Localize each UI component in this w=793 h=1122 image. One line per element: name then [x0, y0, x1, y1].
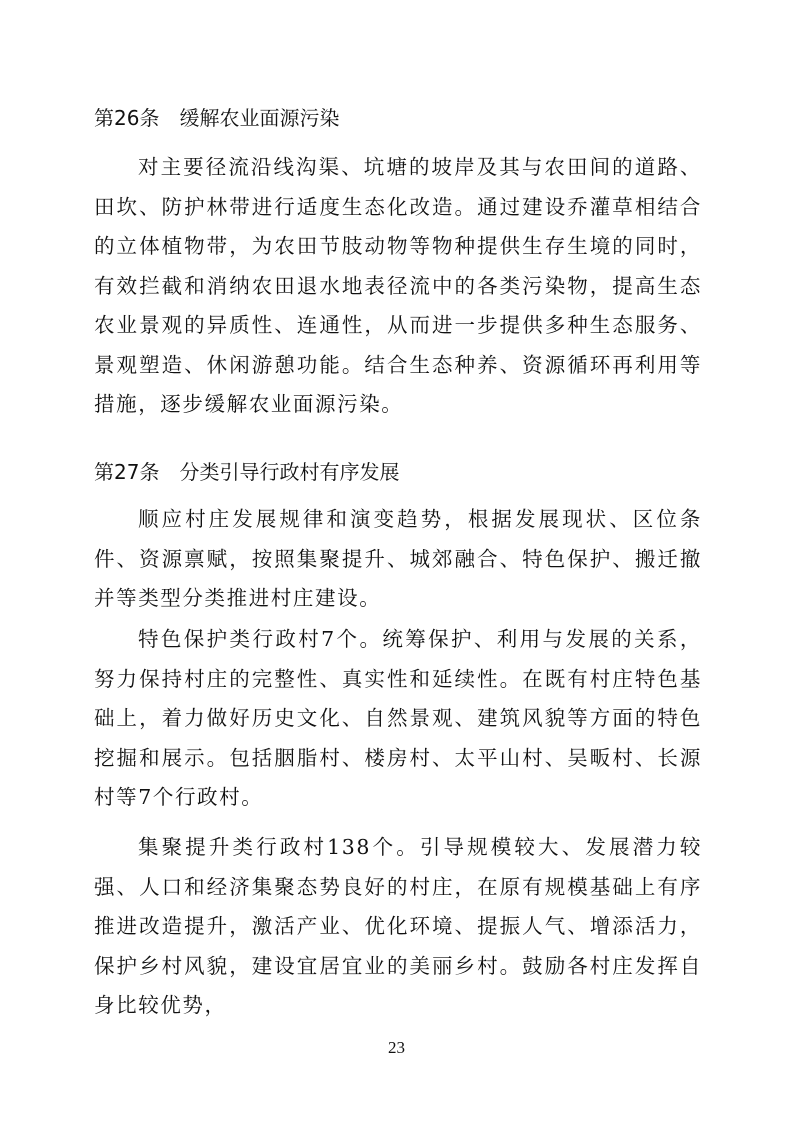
article-27-title: 分类引导行政村有序发展 [179, 460, 400, 484]
article-27-paragraph-cluster-upgrade: 集聚提升类行政村138个。引导规模较大、发展潜力较强、人口和经济集聚态势良好的村庄，在原有规模基础上有序推进改造提升，激活产业、优化环境、提振人气、增添活力，保护乡村风貌，建设宜居宜业的美丽乡村。鼓励各村庄发挥自身比较优势， [94, 835, 702, 1017]
article-26-body: 对主要径流沿线沟渠、坑塘的坡岸及其与农田间的道路、田坎、防护林带进行适度生态化改造。通过建设乔灌草相结合的立体植物带，为农田节肢动物等物种提供生存生境的同时，有效拦截和消纳农田退水地表径流中的各类污染物，提高生态农业景观的异质性、连通性，从而进一步提供多种生态服务、景观塑造、休闲游憩功能。结合生态种养、资源循环再利用等措施，逐步缓解农业面源污染。 [94, 155, 702, 416]
article-27-paragraph-intro: 顺应村庄发展规律和演变趋势，根据发展现状、区位条件、资源禀赋，按照集聚提升、城郊融合、特色保护、搬迁撤并等类型分类推进村庄建设。 [94, 507, 702, 610]
article-26-number: 第26条 [94, 106, 160, 130]
article-27-number: 第27条 [94, 460, 160, 484]
page-number: 23 [388, 1038, 405, 1057]
article-26-title: 缓解农业面源污染 [179, 106, 340, 130]
article-27-paragraph-feature-protection: 特色保护类行政村7个。统筹保护、利用与发展的关系，努力保持村庄的完整性、真实性和延续性。在既有村庄特色基础上，着力做好历史文化、自然景观、建筑风貌等方面的特色挖掘和展示。包括胭脂村、楼房村、太平山村、吴畈村、长源村等7个行政村。 [94, 627, 702, 809]
article-27-heading [94, 458, 714, 486]
article-26-heading [94, 104, 714, 132]
